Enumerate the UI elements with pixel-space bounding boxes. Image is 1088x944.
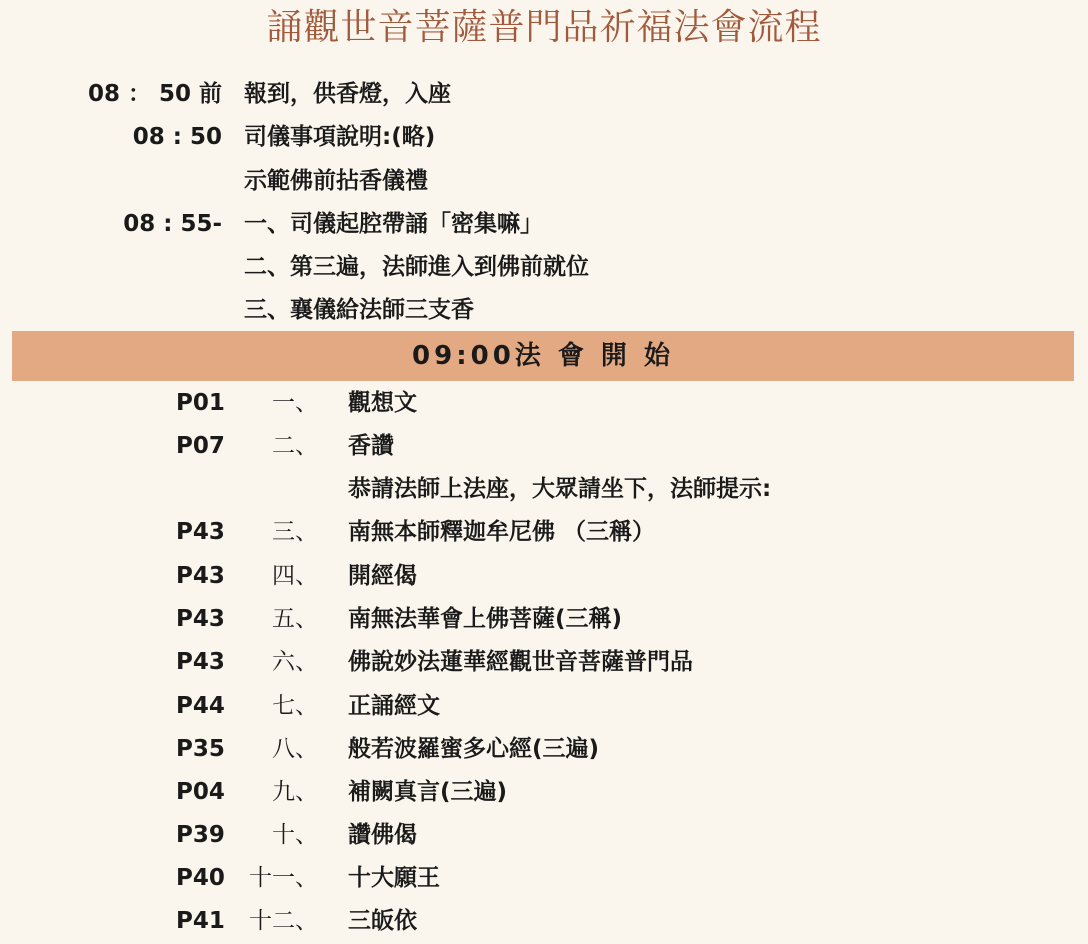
program-number: 二、 [272, 433, 318, 459]
pre-schedule-text: 示範佛前拈香儀禮 [244, 168, 428, 194]
pre-schedule-row [0, 288, 1088, 332]
program-page: P35 [176, 736, 225, 762]
program-text: 十大願王 [348, 865, 440, 891]
program-row [0, 685, 1088, 728]
program-page: P07 [176, 433, 225, 459]
program-page: P40 [176, 865, 225, 891]
program-text: 觀想文 [348, 390, 417, 416]
program-row [0, 555, 1088, 598]
ceremony-start-banner: 09:00法 會 開 始 [12, 331, 1074, 381]
pre-schedule-text: 二、第三遍，法師進入到佛前就位 [244, 254, 589, 280]
program-page: P43 [176, 649, 225, 675]
program-text: 補闕真言(三遍) [348, 779, 508, 805]
program-row [0, 728, 1088, 771]
program-row [0, 857, 1088, 900]
program-row [0, 382, 1088, 425]
program-row [0, 771, 1088, 814]
program-number: 三、 [272, 519, 318, 545]
program-row [0, 641, 1088, 684]
program-text: 正誦經文 [348, 693, 440, 719]
program-row [0, 598, 1088, 641]
program-page: P01 [176, 390, 225, 416]
program-row [0, 511, 1088, 554]
program-row [0, 900, 1088, 943]
pre-schedule-text: 一、司儀起腔帶誦「密集嘛」 [244, 211, 543, 237]
program-number: 十二、 [249, 908, 318, 934]
pre-schedule-time: 08 ： 50 前 [87, 81, 222, 107]
pre-schedule-row [0, 159, 1088, 203]
program-page: P41 [176, 908, 225, 934]
program-number: 六、 [272, 649, 318, 675]
program-page: P43 [176, 563, 225, 589]
program-number: 一、 [272, 390, 318, 416]
pre-schedule-time: 08 : 50 [132, 124, 222, 150]
pre-schedule-text: 三、襄儀給法師三支香 [244, 297, 474, 323]
program-text: 香讚 [348, 433, 394, 459]
program-number: 四、 [272, 563, 318, 589]
program-number: 七、 [272, 693, 318, 719]
program-number: 八、 [272, 736, 318, 762]
program-text: 佛說妙法蓮華經觀世音菩薩普門品 [348, 649, 693, 675]
program-text: 開經偈 [348, 563, 417, 589]
program-page: P39 [176, 822, 225, 848]
program-number: 十、 [272, 822, 318, 848]
pre-schedule-row [0, 245, 1088, 289]
program-number: 九、 [272, 779, 318, 805]
program-row [0, 468, 1088, 511]
program-number: 十一、 [249, 865, 318, 891]
program-row [0, 814, 1088, 857]
pre-schedule-text: 司儀事項說明:(略) [244, 124, 436, 150]
program-text: 南無法華會上佛菩薩(三稱) [348, 606, 623, 632]
program-page: P04 [176, 779, 225, 805]
program-text: 恭請法師上法座，大眾請坐下，法師提示: [348, 476, 772, 502]
program-row [0, 425, 1088, 468]
pre-schedule-row [0, 202, 1088, 246]
program-page: P44 [176, 693, 225, 719]
pre-schedule-time: 08 : 55- [123, 211, 222, 237]
program-text: 般若波羅蜜多心經(三遍) [348, 736, 600, 762]
pre-schedule-text: 報到，供香燈，入座 [244, 81, 451, 107]
pre-schedule-row [0, 72, 1088, 116]
program-number: 五、 [272, 606, 318, 632]
program-text: 讚佛偈 [348, 822, 417, 848]
page-title: 誦觀世音菩薩普門品祈福法會流程 [266, 7, 822, 48]
pre-schedule-row [0, 115, 1088, 159]
program-text: 南無本師釋迦牟尼佛 （三稱） [348, 519, 656, 545]
program-page: P43 [176, 519, 225, 545]
program-text: 三皈依 [348, 908, 417, 934]
program-page: P43 [176, 606, 225, 632]
